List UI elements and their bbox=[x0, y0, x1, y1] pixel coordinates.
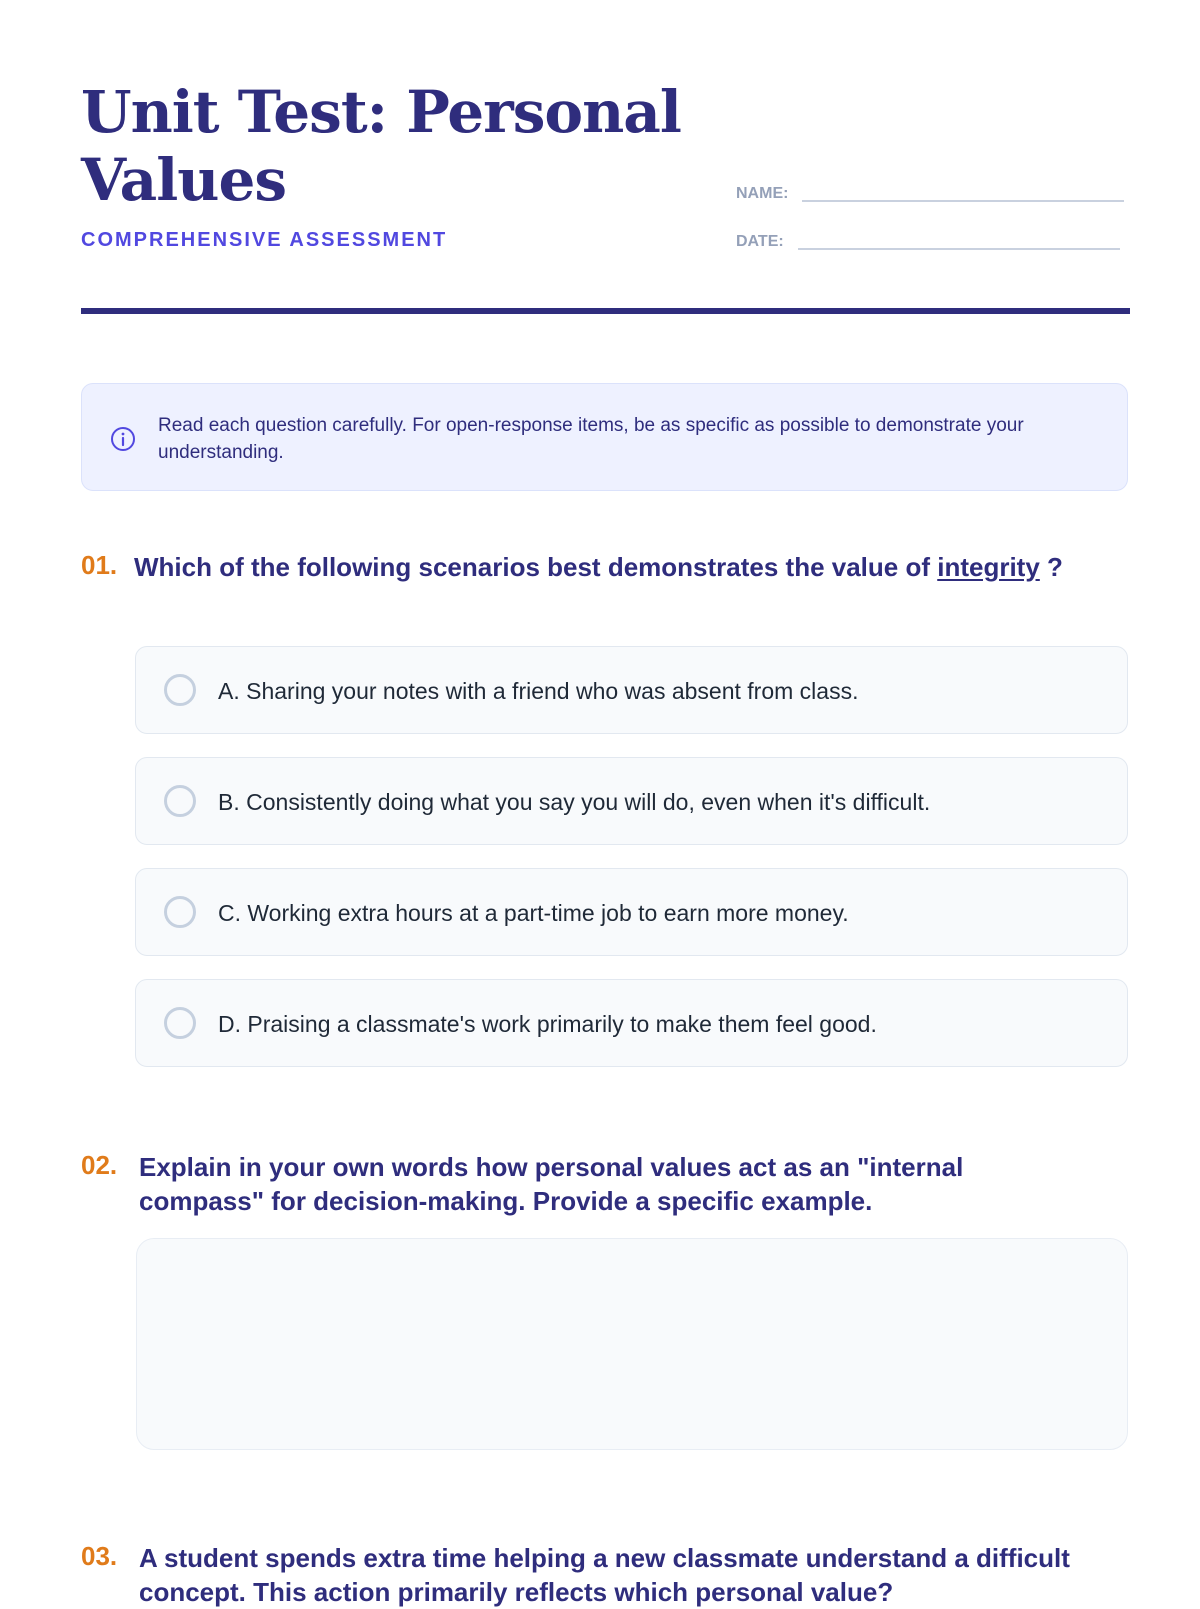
info-circle-icon bbox=[110, 426, 136, 452]
radio-button[interactable] bbox=[164, 1007, 196, 1039]
option-label: B. Consistently doing what you say you will do, even when it's difficult. bbox=[218, 789, 931, 815]
page-subtitle: COMPREHENSIVE ASSESSMENT bbox=[81, 229, 448, 251]
answer-option-c[interactable] bbox=[135, 868, 1128, 956]
question-text: Explain in your own words how personal values act as an "internal compass" for decision-making. Provide a specific example. bbox=[139, 1152, 964, 1216]
date-label: DATE: bbox=[736, 233, 784, 250]
answer-option-a[interactable] bbox=[135, 646, 1128, 734]
option-label: C. Working extra hours at a part-time job to earn more money. bbox=[218, 900, 849, 926]
name-label: NAME: bbox=[736, 185, 789, 202]
question-text: A student spends extra time helping a new classmate understand a difficult concept. This action primarily reflects which personal value? bbox=[139, 1543, 1070, 1607]
option-label: D. Praising a classmate's work primarily to make them feel good. bbox=[218, 1011, 877, 1037]
date-field bbox=[736, 232, 1120, 252]
radio-button[interactable] bbox=[164, 785, 196, 817]
question-text-main: Which of the following scenarios best demonstrates the value of bbox=[134, 552, 938, 582]
page-title: Unit Test: Personal Values bbox=[81, 78, 681, 214]
question-text bbox=[134, 550, 1130, 584]
name-line[interactable] bbox=[802, 200, 1124, 202]
question-keyword: integrity bbox=[937, 552, 1040, 582]
answer-option-d[interactable] bbox=[135, 979, 1128, 1067]
answer-option-b[interactable] bbox=[135, 757, 1128, 845]
question-number: 03. bbox=[81, 1541, 118, 1571]
option-label: A. Sharing your notes with a friend who was absent from class. bbox=[218, 678, 859, 704]
instructions-text: Read each question carefully. For open-response items, be as specific as possible to demonstrate your understanding. bbox=[158, 415, 1024, 463]
question-text-end: ? bbox=[1047, 552, 1063, 582]
name-field bbox=[736, 184, 1124, 204]
response-textarea[interactable] bbox=[136, 1238, 1128, 1450]
radio-button[interactable] bbox=[164, 896, 196, 928]
question-number: 01. bbox=[81, 550, 118, 580]
question-number: 02. bbox=[81, 1150, 118, 1180]
header-divider bbox=[81, 308, 1130, 314]
test-page bbox=[81, 0, 1130, 1607]
instructions-box bbox=[81, 383, 1128, 491]
radio-button[interactable] bbox=[164, 674, 196, 706]
date-line[interactable] bbox=[798, 248, 1120, 250]
